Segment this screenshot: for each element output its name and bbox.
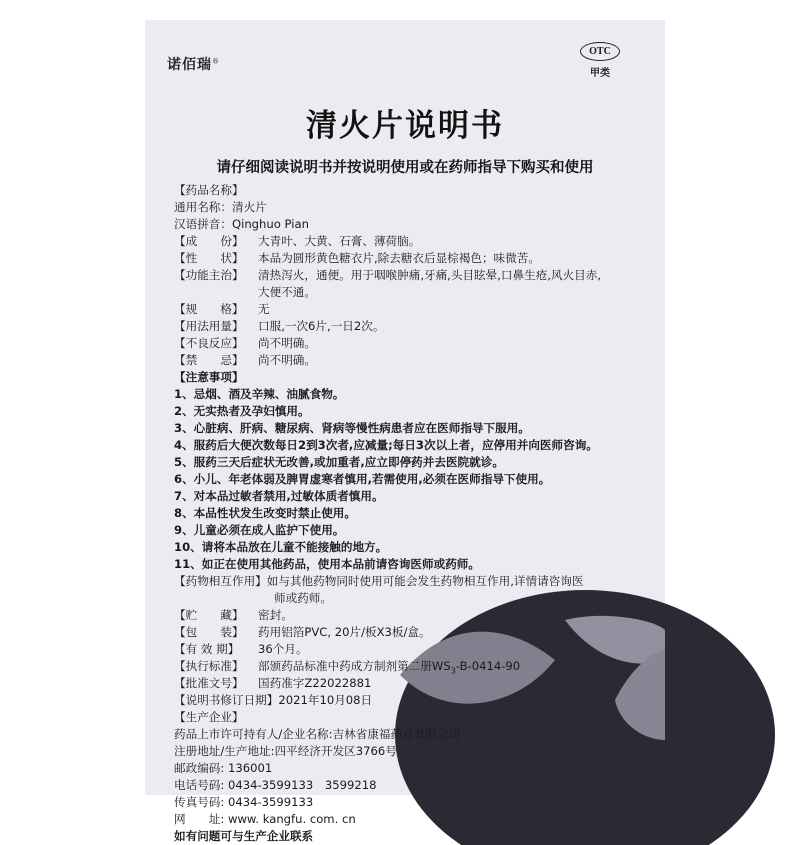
revision-row	[174, 692, 654, 709]
otc-badge: OTC	[580, 42, 620, 61]
approval-row	[174, 675, 654, 692]
brand-name: 诺佰瑞	[167, 57, 212, 73]
indication-line-2: 大便不通。	[258, 285, 316, 299]
standard-tail: -B-0414-90	[455, 659, 521, 673]
standard: 部颁药品标准中药成方制剂第二册WS	[258, 659, 451, 673]
precaution-item: 4、服药后大便次数每日2到3次者,应减量;每日3次以上者，应停用并向医师咨询。	[174, 438, 598, 452]
storage: 密封。	[258, 608, 293, 622]
revision: 2021年10月08日	[278, 693, 373, 707]
common-name: 清火片	[231, 200, 267, 214]
standard-row	[174, 658, 654, 675]
page-title: 清火片说明书	[306, 108, 504, 144]
spec-label: 【规 格】	[174, 302, 244, 316]
holder: 药品上市许可持有人/企业名称:吉林省康福药业有限公司	[174, 727, 461, 741]
contra: 尚不明确。	[258, 353, 316, 367]
contra-row	[174, 352, 654, 369]
interaction-line-2: 师或药师。	[274, 591, 332, 605]
approval: 国药准字Z22022881	[258, 676, 372, 690]
precaution-item: 11、如正在使用其他药品，使用本品前请咨询医师或药师。	[174, 557, 480, 571]
appearance-label: 【性 状】	[174, 251, 244, 265]
validity-label: 【有 效 期】	[174, 642, 240, 656]
precaution-item: 1、忌烟、酒及辛辣、油腻食物。	[174, 387, 345, 401]
phone: 电话号码: 0434-3599133 3599218	[174, 778, 377, 792]
revision-label: 【说明书修订日期】	[174, 693, 279, 707]
ingredients: 大青叶、大黄、石膏、薄荷脑。	[258, 234, 421, 248]
website: 网 址: www. kangfu. com. cn	[174, 812, 356, 826]
precaution-item: 10、请将本品放在儿童不能接触的地方。	[174, 540, 388, 554]
precaution-item: 6、小儿、年老体弱及脾胃虚寒者慎用,若需使用,必须在医师指导下使用。	[174, 472, 551, 486]
indication-row	[174, 267, 654, 284]
storage-label: 【贮 藏】	[174, 608, 244, 622]
package: 药用铝箔PVC, 20片/板X3板/盒。	[258, 625, 431, 639]
approval-label: 【批准文号】	[174, 676, 244, 690]
precaution-item: 7、对本品过敏者禁用,过敏体质者慎用。	[174, 489, 384, 503]
ingredients-row	[174, 233, 654, 250]
leaflet-sheet	[145, 20, 665, 843]
interaction-label: 【药物相互作用】	[174, 574, 267, 588]
section-drug-name: 【药品名称】	[174, 183, 244, 197]
usage-label: 【用法用量】	[174, 319, 244, 333]
interaction-line-1: 如与其他药物同时使用可能会发生药物相互作用,详情请咨询医	[266, 574, 584, 588]
registered-mark: ®	[212, 57, 220, 66]
otc-badge-group	[577, 42, 623, 79]
common-name-row	[174, 199, 654, 216]
precaution-item: 3、心脏病、肝病、糖尿病、肾病等慢性病患者应在医师指导下服用。	[174, 421, 530, 435]
adverse: 尚不明确。	[258, 336, 316, 350]
storage-row	[174, 607, 654, 624]
usage: 口服,一次6片,一日2次。	[258, 319, 385, 333]
precaution-item: 5、服药三天后症状无改善,或加重者,应立即停药并去医院就诊。	[174, 455, 504, 469]
usage-warning: 请仔细阅读说明书并按说明使用或在药师指导下购买和使用	[216, 160, 594, 176]
address: 注册地址/生产地址:四平经济开发区3766号	[174, 744, 397, 758]
validity-row	[174, 641, 654, 658]
standard-label: 【执行标准】	[174, 659, 244, 673]
package-row	[174, 624, 654, 641]
manufacturer-label: 【生产企业】	[174, 710, 244, 724]
appearance: 本品为圆形黄色糖衣片,除去糖衣后显棕褐色；味微苦。	[258, 251, 540, 265]
pinyin-row	[174, 216, 654, 233]
spec: 无	[258, 302, 270, 316]
validity: 36个月。	[258, 642, 308, 656]
standard-subscript: 3	[450, 666, 456, 676]
contra-label: 【禁 忌】	[174, 353, 244, 367]
spec-row	[174, 301, 654, 318]
ingredients-label: 【成 份】	[174, 234, 244, 248]
brand-logo	[167, 54, 220, 74]
adverse-label: 【不良反应】	[174, 336, 244, 350]
precaution-item: 2、无实热者及孕妇慎用。	[174, 404, 310, 418]
fax: 传真号码: 0434-3599133	[174, 795, 314, 809]
indication-label: 【功能主治】	[174, 268, 244, 282]
otc-class: 甲类	[590, 68, 610, 79]
leaflet-body	[174, 182, 654, 845]
footer-note: 如有问题可与生产企业联系	[174, 829, 314, 843]
package-label: 【包 装】	[174, 625, 244, 639]
pinyin-label: 汉语拼音：	[174, 217, 232, 231]
pinyin: Qinghuo Pian	[231, 217, 309, 231]
adverse-row	[174, 335, 654, 352]
postcode: 邮政编码: 136001	[174, 761, 273, 775]
appearance-row	[174, 250, 654, 267]
indication-line-1: 清热泻火，通便。用于咽喉肿痛,牙痛,头目眩晕,口鼻生疮,风火目赤,	[258, 268, 602, 282]
precaution-item: 9、儿童必须在成人监护下使用。	[174, 523, 345, 537]
interaction-row	[174, 573, 654, 590]
common-name-label: 通用名称：	[174, 200, 232, 214]
usage-row	[174, 318, 654, 335]
precaution-item: 8、本品性状发生改变时禁止使用。	[174, 506, 356, 520]
precautions-label: 【注意事项】	[174, 370, 244, 384]
